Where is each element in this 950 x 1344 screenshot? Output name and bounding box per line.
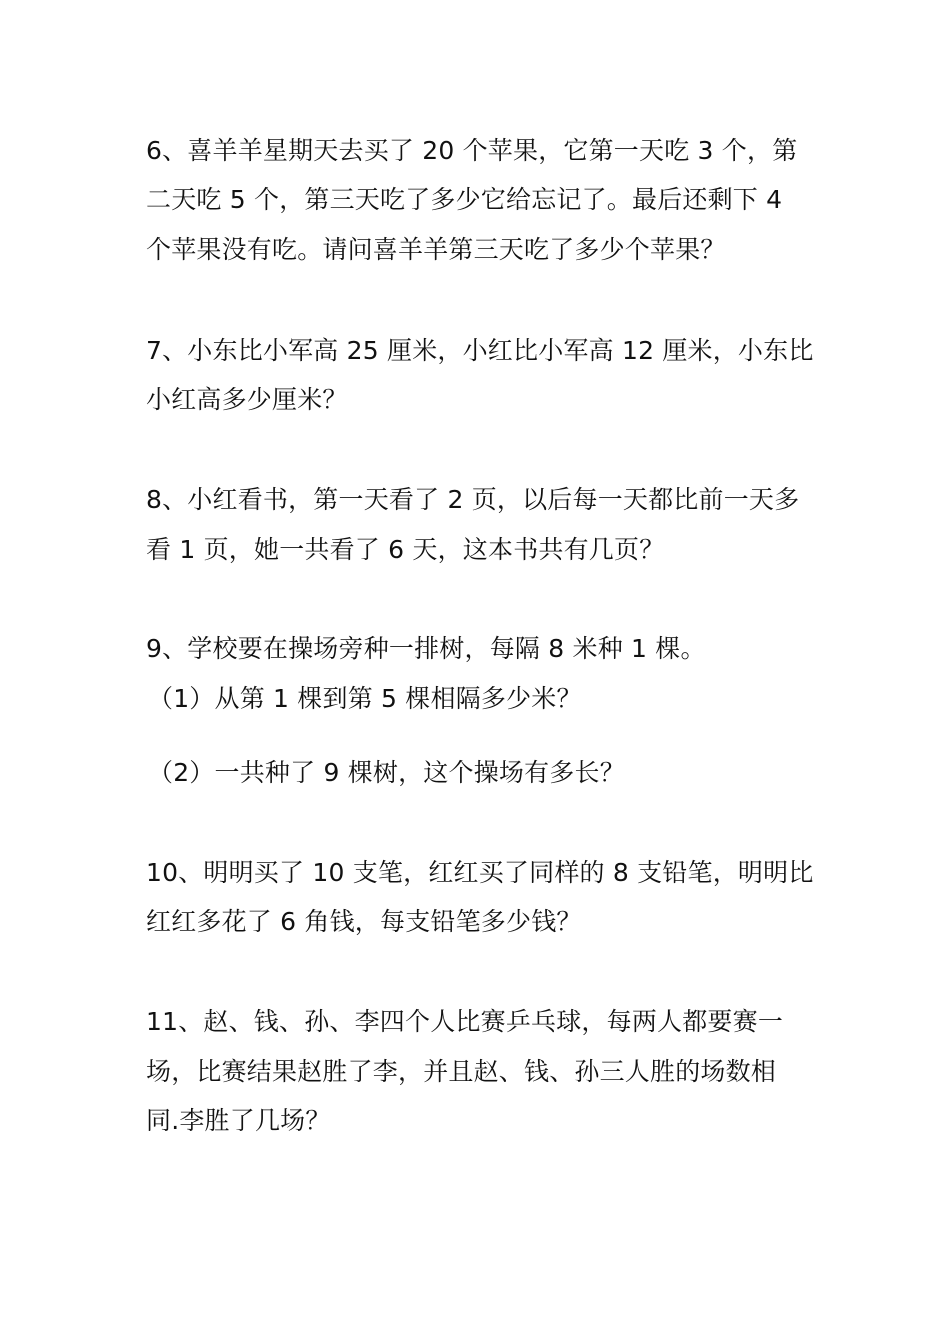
problem-9-line-1: 9、学校要在操场旁种一排树，每隔 8 米种 1 棵。: [146, 634, 706, 663]
problem-8-line-1: 8、小红看书，第一天看了 2 页，以后每一天都比前一天多: [146, 485, 800, 514]
problem-6-line-3: 个苹果没有吃。请问喜羊羊第三天吃了多少个苹果？: [146, 235, 726, 264]
problem-7-line-1: 7、小东比小军高 25 厘米，小红比小军高 12 厘米，小东比: [146, 336, 814, 365]
problem-6-line-1: 6、喜羊羊星期天去买了 20 个苹果，它第一天吃 3 个，第: [146, 136, 798, 165]
problem-10-line-1: 10、明明买了 10 支笔，红红买了同样的 8 支铅笔，明明比: [146, 858, 814, 887]
problem-6-line-2: 二天吃 5 个，第三天吃了多少它给忘记了。最后还剩下 4: [146, 185, 783, 214]
problem-11-line-1: 11、赵、钱、孙、李四个人比赛乒乓球，每两人都要赛一: [146, 1007, 784, 1036]
problem-8-line-2: 看 1 页，她一共看了 6 天，这本书共有几页？: [146, 535, 665, 564]
problem-11-line-2: 场，比赛结果赵胜了李，并且赵、钱、孙三人胜的场数相: [146, 1057, 777, 1086]
problem-9-subquestion-1: （1）从第 1 棵到第 5 棵相隔多少米？: [148, 684, 582, 713]
problem-7-line-2: 小红高多少厘米？: [146, 385, 348, 414]
problem-10-line-2: 红红多花了 6 角钱，每支铅笔多少钱？: [146, 907, 582, 936]
problem-9-subquestion-2: （2）一共种了 9 棵树，这个操场有多长？: [148, 758, 625, 787]
problem-11-line-3: 同.李胜了几场？: [146, 1106, 331, 1135]
